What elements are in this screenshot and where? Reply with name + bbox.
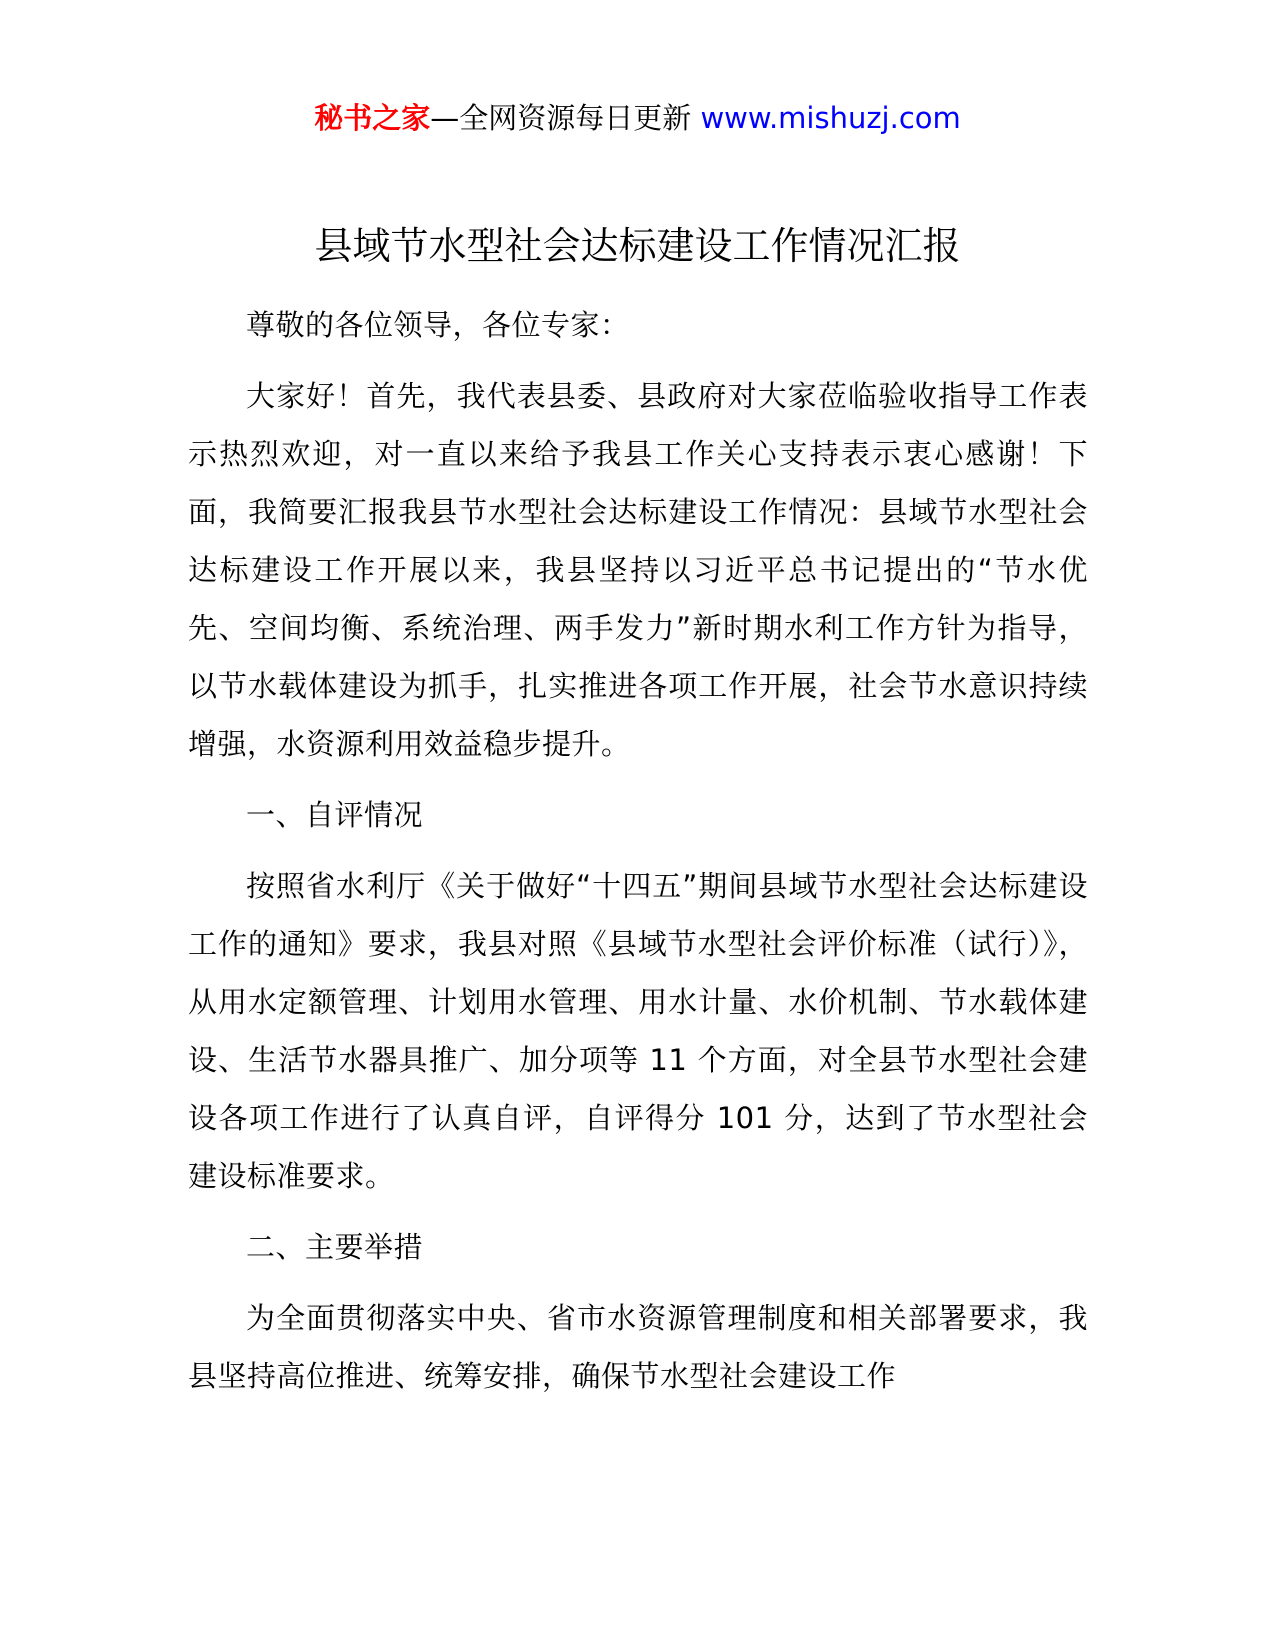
main-measures-paragraph: 为全面贯彻落实中央、省市水资源管理制度和相关部署要求，我县坚持高位推进、统筹安排，确保节水型社会建设工作 — [188, 1301, 1088, 1393]
site-url-link[interactable]: www.mishuzj.com — [700, 101, 961, 135]
section-heading-main-measures: 二、主要举措 — [246, 1230, 424, 1264]
section-heading-self-evaluation: 一、自评情况 — [246, 798, 424, 832]
brand-name: 秘书之家 — [314, 101, 431, 135]
salutation-paragraph: 尊敬的各位领导，各位专家： — [246, 308, 630, 342]
document-title: 县域节水型社会达标建设工作情况汇报 — [314, 224, 961, 268]
self-evaluation-paragraph: 按照省水利厅《关于做好“十四五”期间县域节水型社会达标建设工作的通知》要求，我县对照《县域节水型社会评价标准（试行）》，从用水定额管理、计划用水管理、用水计量、水价机制、节水载体建设、生活节水器具推广、加分项等 11 个方面，对全县节水型社会建设各项工作进行了认真自评，自评得分 101 分，达到了节水型社会建设标准要求。 — [188, 869, 1088, 1193]
site-header — [0, 96, 1275, 140]
document-body — [188, 296, 1088, 1418]
header-tagline: —全网资源每日更新 — [430, 101, 701, 135]
intro-paragraph: 大家好！首先，我代表县委、县政府对大家莅临验收指导工作表示热烈欢迎，对一直以来给予我县工作关心支持表示衷心感谢！下面，我简要汇报我县节水型社会达标建设工作情况：县域节水型社会达标建设工作开展以来，我县坚持以习近平总书记提出的“节水优先、空间均衡、系统治理、两手发力”新时期水利工作方针为指导，以节水载体建设为抓手，扎实推进各项工作开展，社会节水意识持续增强，水资源利用效益稳步提升。 — [188, 379, 1088, 761]
